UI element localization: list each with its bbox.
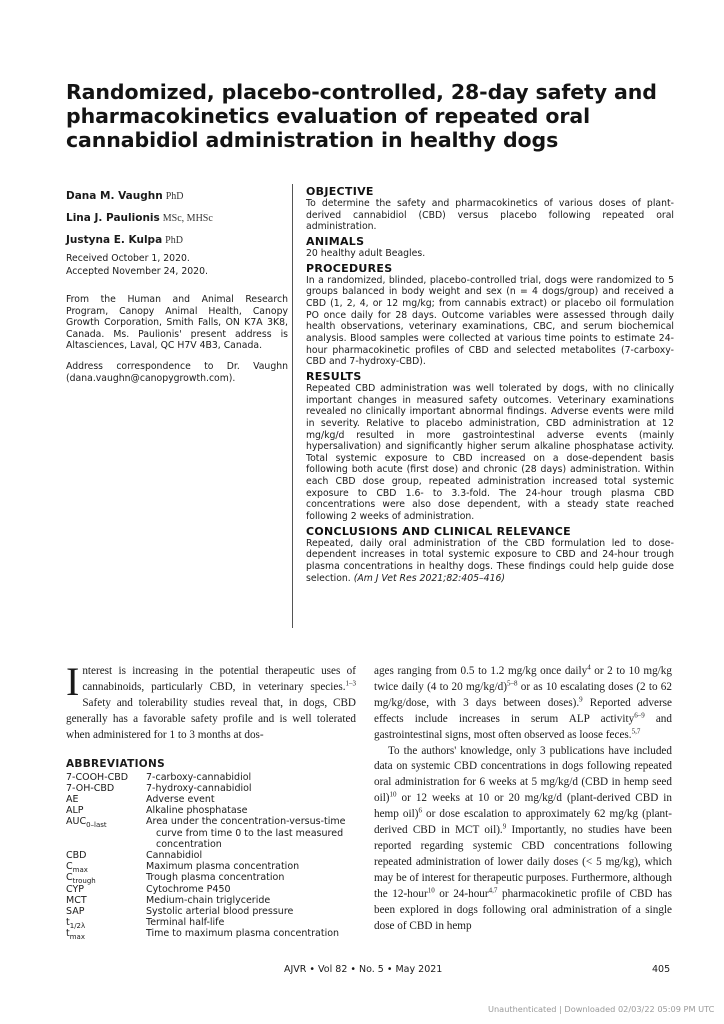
animals-text: 20 healthy adult Beagles. (306, 247, 426, 259)
intro-text: nterest is increasing in the potential therapeutic uses of cannabinoids, particularly CBD, in veterinary species. (82, 665, 356, 693)
abbreviation-row (66, 805, 356, 816)
abbreviation-term: 7-COOH-CBD (66, 771, 129, 783)
abbreviation-term: $C_{trough}$ (66, 872, 96, 886)
abbreviation-row (66, 917, 356, 931)
abbreviation-definition: Area under the concentration-versus-time curve from time 0 to the last measured concentration (146, 816, 346, 850)
download-watermark: Unauthenticated | Downloaded 02/03/22 05:09 PM UTC (488, 1004, 715, 1014)
abbreviation-term: CBD (66, 849, 87, 861)
article-title: Randomized, placebo-controlled, 28-day safety and pharmacokinetics evaluation of repeated oral cannabidiol administration in healthy dogs (66, 80, 657, 152)
body-left-column (66, 659, 356, 942)
results-text: Repeated CBD administration was well tolerated by dogs, with no clinically important changes in measured safety outcomes. Veterinary examinations revealed no clinically important abnormal findings. Adverse events were mild in severity. Relative to placebo administration, CBD administration at 12 mg/kg/d resulted in more gastrointestinal adverse events (mainly hypersalivation) and significantly higher serum alkaline phosphatase activity. Total systemic exposure to CBD increased on a dose-dependent basis following both acute (first dose) and chronic (28 days) administration. Within each CBD dose group, repeated administration increased total systemic exposure to CBD 1.6- to 3.3-fold. The 24-hour trough plasma CBD concentrations were also dose dependent, with a steady state reached following 2 weeks of administration. (306, 382, 674, 523)
received-date: Received October 1, 2020. (66, 253, 190, 264)
abbreviation-row (66, 794, 356, 805)
intro-text: Safety and tolerability studies reveal that, in dogs, CBD generally has a favorable safety profile and is well tolerated when administered for 1 to 3 months at dos- (66, 696, 356, 741)
abbreviation-definition: 7-hydroxy-cannabidiol (146, 782, 252, 794)
abbreviations-heading: ABBREVIATIONS (66, 757, 165, 770)
abbreviation-row (66, 816, 356, 850)
conclusions-body: Repeated, daily oral administration of the CBD formulation led to dose-dependent increases in total systemic exposure to CBD and 24-hour trough plasma concentrations in healthy dogs. These findings could help guide dose selection. (306, 537, 674, 584)
objective-heading: OBJECTIVE (306, 185, 374, 198)
abbreviation-definition: Cytochrome P450 (146, 883, 231, 895)
abbreviations-list (66, 772, 356, 940)
procedures-text: In a randomized, blinded, placebo-controlled trial, dogs were randomized to 5 groups balanced in body weight and sex (n = 4 dogs/group) and received a CBD (1, 2, 4, or 12 mg/kg; from cannabis extract) or placebo oil formulation PO once daily for 28 days. Outcome variables were assessed through daily health observations, veterinary examinations, CBC, and serum biochemical analysis. Blood samples were collected at various time points to estimate 24-hour pharmacokinetic profiles of CBD and selected metabolites (7-carboxy-CBD and 7-hydroxy-CBD). (306, 274, 674, 368)
abbreviation-term: ALP (66, 805, 84, 817)
abbreviation-row (66, 895, 356, 906)
abbreviation-definition: Time to maximum plasma concentration (146, 928, 340, 940)
abbreviation-term: CYP (66, 883, 84, 895)
body-paragraph: To the authors' knowledge, only 3 publications have included data on systemic CBD concentrations in dogs following repeated oral administration for 6 weeks at 5 mg/kg/d (CBD in hemp seed oil)$^{10}$ or 12 weeks at 10 or 20 mg/kg/d (plant-derived CBD in hemp oil)$^6$ or dose escalation to approximately 62 mg/kg (plant-derived CBD in MCT oil).$^9$ Importantly, no studies have been reported regarding systemic CBD concentrations following repeated administration of lower daily doses (< 5 mg/kg), which may be of interest for therapeutic purposes. Furthermore, although the 12-hour$^{10}$ or 24-hour$^{4,7}$ pharmacokinetic profile of CBD has been explored in dogs following oral administration of a single dose of CBD in hemp (374, 744, 673, 932)
abbreviation-row (66, 928, 356, 942)
objective-text: To determine the safety and pharmacokinetics of various doses of plant-derived cannabidiol (CBD) versus placebo following repeated oral administration. (306, 198, 674, 233)
abbreviation-row (66, 884, 356, 895)
author-degree: PhD (165, 191, 184, 202)
body-paragraph: ages ranging from 0.5 to 1.2 mg/kg once daily$^4$ or 2 to 10 mg/kg twice daily (4 to 20 mg/kg/d)$^{5-8}$ or as 10 escalating doses (2 to 62 mg/kg/dose, with 3 days between doses).$^9$ Reported adverse effects include increases in serum ALP activity$^{6-9}$ and gastrointestinal signs, most often observed as loose feces.$^{5,7}$ (374, 663, 673, 741)
author (66, 210, 286, 226)
abbreviation-row (66, 906, 356, 917)
accepted-date: Accepted November 24, 2020. (66, 265, 208, 277)
column-divider (292, 184, 293, 628)
abbreviation-term: $t_{1/2\lambda}$ (66, 917, 86, 931)
affiliation: From the Human and Animal Research Program, Canopy Animal Health, Canopy Growth Corporation, Smith Falls, ON K7A 3K8, Canada. Ms. Paulionis' present address is Altasciences, Laval, QC H7V 4B3, Canada. (66, 294, 288, 352)
abbreviation-row (66, 850, 356, 861)
results-heading: RESULTS (306, 369, 362, 383)
author-degree: PhD (165, 235, 183, 246)
abbreviation-term: 7-OH-CBD (66, 782, 115, 794)
reference-sup: 1–3 (345, 679, 356, 688)
author-name: Dana M. Vaughn (66, 190, 163, 202)
abstract (306, 184, 674, 586)
abbreviation-definition: 7-carboxy-cannabidiol (146, 771, 252, 783)
abbreviation-term: AE (66, 793, 79, 805)
abbreviation-definition: Terminal half-life (146, 917, 225, 929)
correspondence: Address correspondence to Dr. Vaughn (dana.vaughn@canopygrowth.com). (66, 361, 288, 384)
author (66, 232, 286, 248)
author-name: Lina J. Paulionis (66, 212, 160, 224)
abbreviation-definition: Trough plasma concentration (146, 872, 285, 884)
abbreviation-definition: Systolic arterial blood pressure (146, 905, 294, 917)
intro-paragraph (66, 659, 356, 744)
procedures-heading: PROCEDURES (306, 261, 393, 275)
animals-heading: ANIMALS (306, 234, 365, 248)
abbreviation-row (66, 861, 356, 875)
abbreviation-term: $AUC_{0-last}$ (66, 816, 107, 830)
author (66, 188, 286, 204)
author-list (66, 188, 286, 254)
abbreviation-row (66, 783, 356, 794)
conclusions-text (306, 538, 674, 585)
author-degree: MSc, MHSc (162, 213, 213, 224)
body-right-column (374, 664, 672, 934)
page-number: 405 (652, 964, 671, 975)
abbreviation-definition: Adverse event (146, 793, 215, 805)
abbreviation-definition: Alkaline phosphatase (146, 805, 248, 817)
abbreviation-definition: Cannabidiol (146, 849, 203, 861)
article-dates (66, 253, 286, 278)
abbreviation-term: $C_{max}$ (66, 861, 88, 875)
abbreviation-row (66, 772, 356, 783)
abbreviation-term: MCT (66, 894, 87, 906)
abbreviation-definition: Maximum plasma concentration (146, 861, 300, 873)
footer-journal: AJVR • Vol 82 • No. 5 • May 2021 (284, 964, 443, 975)
citation: (Am J Vet Res 2021;82:405–416) (353, 572, 506, 584)
abbreviation-term: SAP (66, 905, 85, 917)
abbreviation-row (66, 872, 356, 886)
author-name: Justyna E. Kulpa (66, 234, 163, 246)
conclusions-heading: CONCLUSIONS AND CLINICAL RELEVANCE (306, 524, 571, 538)
drop-cap: I (66, 659, 80, 704)
abbreviation-definition: Medium-chain triglyceride (146, 894, 271, 906)
abbreviation-term: $t_{max}$ (66, 928, 85, 942)
